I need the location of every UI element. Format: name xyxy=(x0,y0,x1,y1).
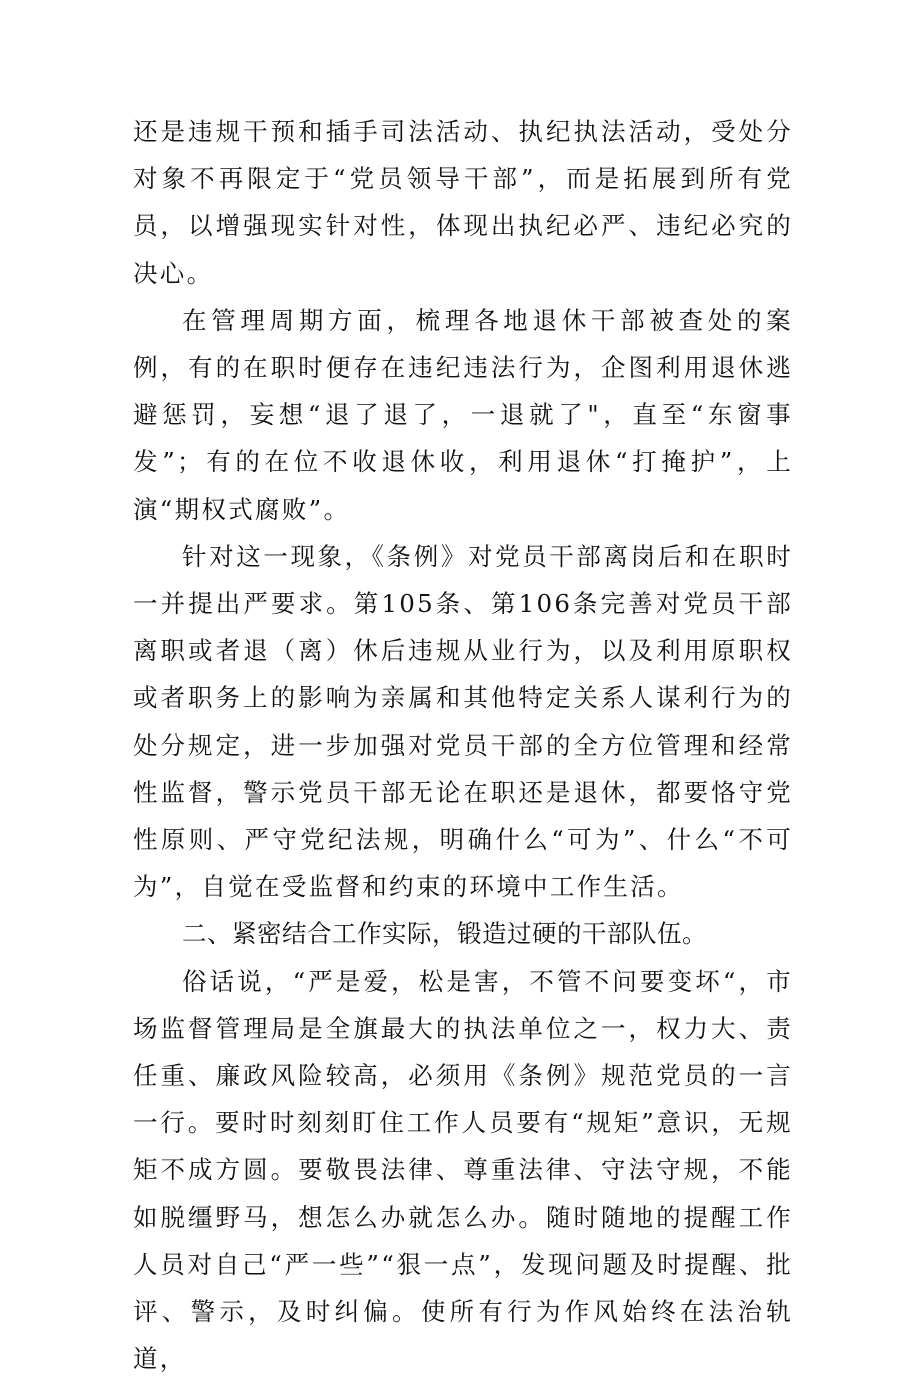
paragraph-management-cycle: 在管理周期方面，梳理各地退休干部被查处的案例，有的在职时便存在违纪违法行为，企图利用退休逃避惩罚，妄想“退了退了，一退就了"，直至“东窗事发”；有的在位不收退休收，利用退休“打掩护”，上演“期权式腐败”。 xyxy=(133,305,793,524)
document-page xyxy=(133,108,793,1382)
paragraph-continuation: 还是违规干预和插手司法活动、执纪执法活动，受处分对象不再限定于“党员领导干部”，而是拓展到所有党员，以增强现实针对性，体现出执纪必严、违纪必究的决心。 xyxy=(133,117,793,288)
section-heading-two: 二、紧密结合工作实际，锻造过硬的干部队伍。 xyxy=(182,919,707,949)
paragraph-regulation-response: 针对这一现象，《条例》对党员干部离岗后和在职时一并提出严要求。第105条、第106条完善对党员干部离职或者退（离）休后违规从业行为，以及利用原职权或者职务上的影响为亲属和其他特定关系人谋利行为的处分规定，进一步加强对党员干部的全方位管理和经常性监督，警示党员干部无论在职还是退休，都要恪守党性原则、严守党纪法规，明确什么“可为”、什么“不可为”，自觉在受监督和约束的环境中工作生活。 xyxy=(133,541,793,902)
paragraph-proverb: 俗话说，“严是爱，松是害，不管不问要变坏“，市场监督管理局是全旗最大的执法单位之一，权力大、责任重、廉政风险较高，必须用《条例》规范党员的一言一行。要时时刻刻盯住工作人员要有“规矩”意识，无规矩不成方圆。要敬畏法律、尊重法律、守法守规，不能如脱缰野马，想怎么办就怎么办。随时随地的提醒工作人员对自己“严一些”“狠一点”，发现问题及时提醒、批评、警示，及时纠偏。使所有行为作风始终在法治轨道， xyxy=(133,966,793,1374)
